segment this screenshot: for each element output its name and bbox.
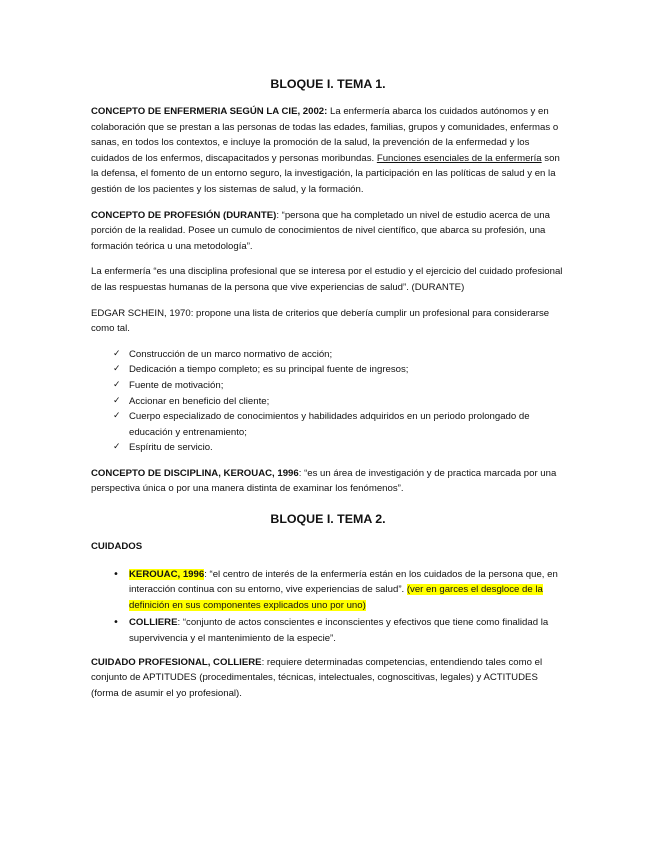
checkmark-icon: ✓ — [113, 364, 121, 375]
paragraph-concepto-profesion — [91, 208, 565, 255]
list-item-kerouac — [113, 567, 565, 614]
title-bloque-1-tema-1: BLOQUE I. TEMA 1. — [270, 77, 386, 91]
criteria-item — [113, 394, 565, 410]
term-concepto-enfermeria: CONCEPTO DE ENFERMERIA SEGÚN LA CIE, 2002: — [91, 106, 328, 117]
bullet-icon: • — [113, 617, 119, 629]
text-cuidado-profesional: : requiere determinadas competencias, entendiendo tales como el conjunto de APTITUDES (procedimentales, técnicas, intelectuales, cognoscitivas, legales) y ACTITUDES (forma de asumir el yo profesional). — [91, 656, 543, 699]
checkmark-icon: ✓ — [113, 411, 121, 422]
criteria-item — [113, 440, 565, 456]
term-concepto-disciplina: CONCEPTO DE DISCIPLINA, KEROUAC, 1996 — [91, 467, 299, 479]
term-cuidado-profesional: CUIDADO PROFESIONAL, COLLIERE — [91, 656, 262, 668]
paragraph-cuidado-profesional — [91, 655, 565, 702]
bullet-icon: • — [113, 568, 119, 580]
paragraph-concepto-disciplina — [91, 466, 565, 497]
text-kerouac: : “el centro de interés de la enfermería están en los cuidados de la persona que, en interacción continua con su entorno, vive experiencias de salud”. — [129, 568, 558, 596]
text-colliere: : “conjunto de actos conscientes e inconscientes y efectivos que tiene como finalidad la supervivencia y el mantenimiento de la especie”. — [129, 617, 549, 645]
criteria-item — [113, 347, 565, 363]
text-enfermeria-a: La enfermería abarca los cuidados autónomos y en colaboración que se prestan a las personas de todas las edades, familias, grupos y comunidades, enfermas o sanas, en todos los contextos, e incluye la promoción de la salud, la prevención de la enfermedad y los cuidados de los enfermos, discapacitados y personas moribundas. — [91, 106, 559, 164]
section-label-cuidados: CUIDADOS — [91, 541, 143, 553]
checkmark-icon: ✓ — [113, 348, 121, 359]
term-colliere: COLLIERE — [129, 617, 178, 629]
criteria-text: Espíritu de servicio. — [129, 442, 213, 454]
criteria-text: Fuente de motivación; — [129, 379, 224, 391]
paragraph-edgar-schein: EDGAR SCHEIN, 1970: propone una lista de criterios que debería cumplir un profesional para considerarse como tal. — [91, 307, 550, 335]
cuidados-list — [91, 567, 565, 647]
criteria-item — [113, 362, 565, 378]
highlight-note-garces: (ver en garces el desgloce de la definición en sus componentes explicados uno por uno) — [129, 584, 543, 611]
paragraph-concepto-enfermeria — [91, 104, 565, 198]
criteria-list — [91, 347, 565, 456]
term-kerouac: KEROUAC, 1996 — [129, 568, 205, 580]
criteria-item — [113, 378, 565, 394]
checkmark-icon: ✓ — [113, 442, 121, 453]
document-content — [91, 76, 565, 711]
term-concepto-profesion: CONCEPTO DE PROFESIÓN (DURANTE) — [91, 209, 277, 221]
criteria-text: Dedicación a tiempo completo; es su principal fuente de ingresos; — [129, 364, 409, 376]
underlined-funciones-esenciales: Funciones esenciales de la enfermería — [376, 152, 542, 164]
checkmark-icon: ✓ — [113, 395, 121, 406]
text-enfermeria-b: son la defensa, el fomento de un entorno seguro, la investigación, la participación en las políticas de salud y en la gestión de los pacientes y los sistemas de salud, y la formación. — [91, 152, 560, 195]
checkmark-icon: ✓ — [113, 379, 121, 390]
list-item-colliere — [113, 615, 565, 646]
paragraph-enfermeria-disciplina: La enfermería “es una disciplina profesional que se interesa por el estudio y el ejercicio del cuidado profesional de las respuestas humanas de la persona que vive experiencias de salud”. (DURANTE) — [91, 266, 563, 293]
criteria-text: Construcción de un marco normativo de acción; — [129, 348, 333, 360]
criteria-text: Cuerpo especializado de conocimientos y habilidades adquiridos en un periodo prolongado de educación y entrenamiento; — [129, 411, 530, 438]
title-bloque-1-tema-2: BLOQUE I. TEMA 2. — [270, 512, 386, 527]
criteria-text: Accionar en beneficio del cliente; — [129, 395, 270, 407]
text-profesion: : “persona que ha completado un nivel de estudio acerca de una porción de la realidad. Posee un cumulo de conocimientos de nivel científico, que abarca su profesión, una formación teórica u una metodología”. — [91, 209, 550, 252]
criteria-item — [113, 409, 565, 440]
text-disciplina: : “es un área de investigación y de practica marcada por una perspectiva única o por una manera distinta de examinar los fenómenos”. — [91, 467, 557, 495]
